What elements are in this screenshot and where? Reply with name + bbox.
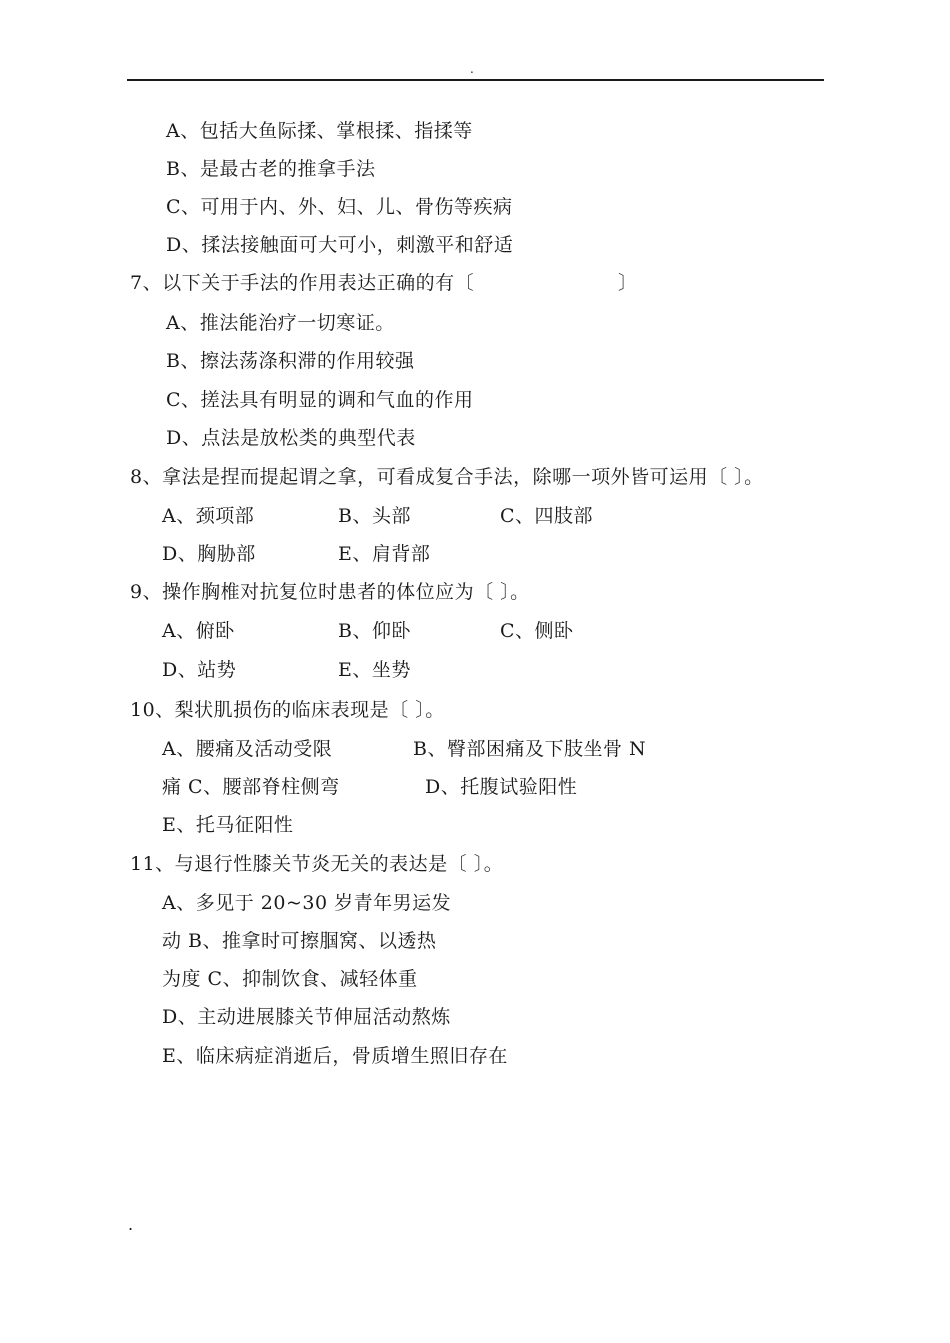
q7-option-a: A、推法能治疗一切寒证。 xyxy=(166,312,395,334)
q11-option-b: 动 B、推拿时可擦腘窝、以透热 xyxy=(162,930,437,952)
q10-option-a: A、腰痛及活动受限 xyxy=(162,738,333,760)
q8-option-c: C、四肢部 xyxy=(500,505,594,527)
header-mark: . xyxy=(470,62,474,76)
q10-stem: 10、梨状肌损伤的临床表现是〔 〕。 xyxy=(130,699,445,721)
q10-option-c: 痛 C、腰部脊柱侧弯 xyxy=(162,776,340,798)
q7-option-b: B、擦法荡涤积滞的作用较强 xyxy=(166,350,415,372)
q11-stem: 11、与退行性膝关节炎无关的表达是〔 〕。 xyxy=(130,853,504,875)
q8-option-a: A、颈项部 xyxy=(162,505,255,527)
q9-option-b: B、仰卧 xyxy=(338,620,411,642)
q9-option-e: E、坐势 xyxy=(338,659,411,681)
q10-option-b: B、臀部困痛及下肢坐骨 N xyxy=(413,738,647,760)
q8-option-e: E、肩背部 xyxy=(338,543,431,565)
q7-stem: 7、以下关于手法的作用表达正确的有〔 xyxy=(130,272,475,294)
q7-option-c: C、搓法具有明显的调和气血的作用 xyxy=(166,389,474,411)
header-rule xyxy=(127,79,824,81)
q7-option-d: D、点法是放松类的典型代表 xyxy=(166,427,416,449)
q8-option-b: B、头部 xyxy=(338,505,411,527)
q6-option-a: A、包括大鱼际揉、掌根揉、指揉等 xyxy=(166,120,473,142)
q11-option-a: A、多见于 20~30 岁青年男运发 xyxy=(162,892,452,914)
q9-option-c: C、侧卧 xyxy=(500,620,574,642)
q8-stem: 8、拿法是捏而提起谓之拿，可看成复合手法，除哪一项外皆可运用〔 〕。 xyxy=(130,466,764,488)
q10-option-d: D、托腹试验阳性 xyxy=(425,776,578,798)
q6-option-c: C、可用于内、外、妇、儿、骨伤等疾病 xyxy=(166,196,513,218)
q11-option-d: D、主动进展膝关节伸屈活动熬炼 xyxy=(162,1006,451,1028)
q11-option-c: 为度 C、抑制饮食、减轻体重 xyxy=(162,968,418,990)
q8-option-d: D、胸胁部 xyxy=(162,543,256,565)
q9-option-a: A、俯卧 xyxy=(162,620,235,642)
q11-option-e: E、临床病症消逝后，骨质增生照旧存在 xyxy=(162,1045,508,1067)
q6-option-d: D、揉法接触面可大可小，刺激平和舒适 xyxy=(166,234,514,256)
q10-option-e: E、托马征阳性 xyxy=(162,814,294,836)
q7-close-bracket: 〕 xyxy=(618,272,638,294)
footer-mark: . xyxy=(128,1215,134,1234)
q6-option-b: B、是最古老的推拿手法 xyxy=(166,158,376,180)
q9-stem: 9、操作胸椎对抗复位时患者的体位应为〔 〕。 xyxy=(130,581,530,603)
q9-option-d: D、站势 xyxy=(162,659,237,681)
